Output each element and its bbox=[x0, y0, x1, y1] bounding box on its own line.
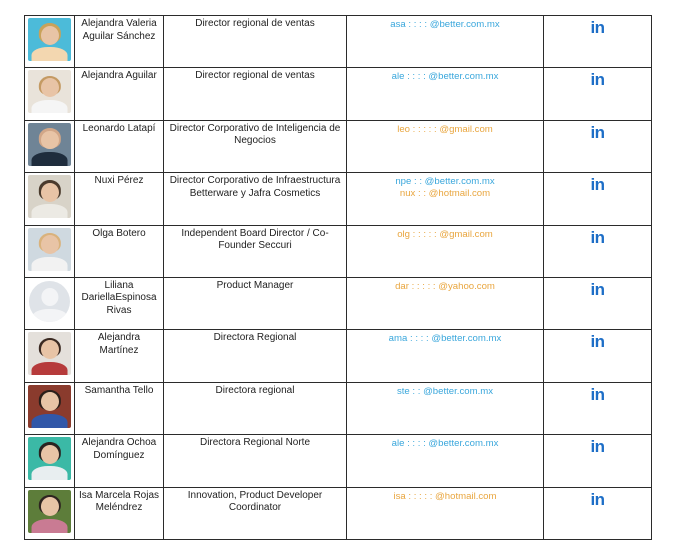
contact-position: Innovation, Product Developer Coordinator bbox=[187, 489, 323, 514]
name-cell bbox=[75, 277, 164, 329]
linkedin-icon[interactable]: in bbox=[590, 18, 605, 37]
corporate-email: ste : : @better.com.mx bbox=[396, 385, 494, 397]
contact-name: Alejandra Valeria Aguilar Sánchez bbox=[81, 18, 157, 42]
position-cell bbox=[164, 277, 347, 329]
contact-position: Director regional de ventas bbox=[195, 18, 315, 29]
linkedin-icon[interactable]: in bbox=[590, 384, 605, 404]
linkedin-cell bbox=[544, 330, 652, 382]
email-cell bbox=[347, 487, 544, 539]
position-cell bbox=[164, 435, 347, 487]
photo-cell bbox=[25, 120, 75, 172]
contact-name: Olga Botero bbox=[92, 227, 146, 239]
corporate-email: ama : : : : @better.com.mx bbox=[388, 333, 502, 345]
profile-photo bbox=[28, 123, 71, 166]
email-cell bbox=[347, 435, 544, 487]
corporate-email: asa : : : : @better.com.mx bbox=[390, 19, 500, 30]
position-cell bbox=[164, 173, 347, 225]
contact-position: Directora regional bbox=[215, 384, 295, 396]
email-cell bbox=[347, 382, 544, 434]
contact-name: Leonardo Latapí bbox=[82, 122, 156, 134]
profile-photo bbox=[28, 490, 71, 533]
name-cell bbox=[75, 16, 164, 68]
linkedin-icon[interactable]: in bbox=[590, 70, 605, 90]
profile-photo bbox=[28, 18, 71, 61]
personal-email: leo : : : : : @gmail.com bbox=[397, 123, 493, 135]
position-cell bbox=[164, 382, 347, 434]
table-row bbox=[25, 277, 652, 329]
photo-cell bbox=[25, 277, 75, 329]
profile-photo bbox=[28, 437, 71, 480]
position-cell bbox=[164, 120, 347, 172]
photo-cell bbox=[25, 16, 75, 68]
photo-cell bbox=[25, 173, 75, 225]
name-cell bbox=[75, 382, 164, 434]
profile-photo bbox=[28, 228, 71, 271]
profile-photo bbox=[28, 332, 71, 375]
table-row bbox=[25, 435, 652, 487]
linkedin-cell bbox=[544, 382, 652, 434]
contact-position: Director Corporativo de Inteligencia de Negocios bbox=[169, 122, 341, 147]
linkedin-cell bbox=[544, 16, 652, 68]
photo-cell bbox=[25, 435, 75, 487]
corporate-email: ale : : : : @better.com.mx bbox=[391, 438, 499, 450]
table-row bbox=[25, 330, 652, 382]
photo-cell bbox=[25, 330, 75, 382]
name-cell bbox=[75, 173, 164, 225]
table-row bbox=[25, 16, 652, 68]
name-cell bbox=[75, 435, 164, 487]
personal-email: dar : : : : : @yahoo.com bbox=[395, 280, 495, 292]
name-cell bbox=[75, 68, 164, 120]
linkedin-cell bbox=[544, 277, 652, 329]
contact-position: Directora Regional bbox=[213, 332, 297, 344]
linkedin-icon[interactable]: in bbox=[590, 437, 605, 457]
email-cell bbox=[347, 68, 544, 120]
position-cell bbox=[164, 68, 347, 120]
contact-name: Alejandra Aguilar bbox=[81, 70, 157, 82]
table-row bbox=[25, 120, 652, 172]
linkedin-cell bbox=[544, 173, 652, 225]
photo-cell bbox=[25, 225, 75, 277]
email-cell bbox=[347, 330, 544, 382]
linkedin-icon[interactable]: in bbox=[590, 279, 605, 299]
table-row bbox=[25, 487, 652, 539]
personal-email: olg : : : : : @gmail.com bbox=[397, 228, 493, 240]
name-cell bbox=[75, 487, 164, 539]
personal-email: isa : : : : : @hotmail.com bbox=[393, 490, 497, 502]
contacts-table bbox=[24, 15, 652, 540]
linkedin-icon[interactable]: in bbox=[590, 175, 605, 195]
photo-cell bbox=[25, 487, 75, 539]
profile-photo bbox=[29, 281, 70, 322]
name-cell bbox=[75, 225, 164, 277]
contact-position: Independent Board Director / Co-Founder Seccuri bbox=[181, 227, 329, 252]
email-cell bbox=[347, 16, 544, 68]
position-cell bbox=[164, 225, 347, 277]
table-row bbox=[25, 225, 652, 277]
contact-name: Alejandra Martínez bbox=[97, 332, 141, 356]
email-cell bbox=[347, 277, 544, 329]
profile-photo bbox=[28, 385, 71, 428]
contact-name: Isa Marcela Rojas Meléndrez bbox=[78, 489, 160, 514]
contact-name: Samantha Tello bbox=[84, 384, 154, 396]
position-cell bbox=[164, 487, 347, 539]
email-cell bbox=[347, 173, 544, 225]
contact-name: Liliana DariellaEspinosa Rivas bbox=[81, 279, 157, 316]
photo-cell bbox=[25, 382, 75, 434]
linkedin-cell bbox=[544, 435, 652, 487]
linkedin-icon[interactable]: in bbox=[590, 227, 605, 247]
photo-cell bbox=[25, 68, 75, 120]
linkedin-icon[interactable]: in bbox=[590, 489, 605, 509]
table-row bbox=[25, 173, 652, 225]
name-cell bbox=[75, 120, 164, 172]
profile-photo bbox=[28, 175, 71, 218]
table-row bbox=[25, 382, 652, 434]
linkedin-icon[interactable]: in bbox=[590, 122, 605, 142]
email-cell bbox=[347, 225, 544, 277]
contact-position: Directora Regional Norte bbox=[199, 437, 311, 449]
corporate-email: ale : : : : @better.com.mx bbox=[391, 71, 499, 83]
position-cell bbox=[164, 16, 347, 68]
contact-name: Nuxi Pérez bbox=[94, 175, 144, 187]
contacts-table-body bbox=[25, 16, 652, 540]
contact-name: Alejandra Ochoa Domínguez bbox=[81, 437, 157, 461]
linkedin-cell bbox=[544, 120, 652, 172]
profile-photo bbox=[28, 70, 71, 113]
linkedin-cell bbox=[544, 487, 652, 539]
position-cell bbox=[164, 330, 347, 382]
table-row bbox=[25, 68, 652, 120]
contact-position: Product Manager bbox=[216, 279, 294, 291]
email-cell bbox=[347, 120, 544, 172]
personal-email: nux : : @hotmail.com bbox=[399, 188, 491, 200]
linkedin-icon[interactable]: in bbox=[590, 332, 605, 352]
corporate-email: npe : : @better.com.mx bbox=[395, 176, 495, 188]
linkedin-cell bbox=[544, 225, 652, 277]
linkedin-cell bbox=[544, 68, 652, 120]
name-cell bbox=[75, 330, 164, 382]
contact-position: Director regional de ventas bbox=[195, 70, 315, 82]
contact-position: Director Corporativo de Infraestructura Betterware y Jafra Cosmetics bbox=[169, 175, 341, 199]
